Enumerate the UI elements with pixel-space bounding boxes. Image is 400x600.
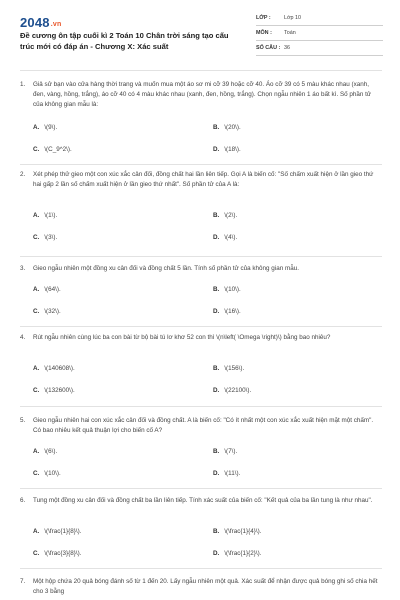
divider bbox=[20, 406, 382, 407]
document-header bbox=[0, 0, 400, 66]
meta-label: MÔN : bbox=[256, 30, 272, 36]
question-number: 6. bbox=[20, 497, 26, 504]
document-title: Đề cương ôn tập cuối kì 2 Toán 10 Chân trời sáng tạo cấu trúc mới có đáp án - Chương X: Xác suất bbox=[20, 31, 229, 51]
meta-label: SỐ CÂU : bbox=[256, 45, 281, 51]
meta-value: Toán bbox=[284, 30, 296, 36]
question-5 bbox=[20, 416, 382, 492]
meta-value: 36 bbox=[284, 45, 290, 51]
question-stem bbox=[20, 333, 382, 361]
question-text: Rút ngẫu nhiên cùng lúc ba con bài từ bộ bài tú lơ khơ 52 con thì \(n\left( \Omega \right)\) bằng bao nhiêu? bbox=[33, 334, 331, 341]
question-number: 5. bbox=[20, 417, 26, 424]
option-b[interactable]: B. \(\frac{1}{4}\). bbox=[213, 528, 262, 535]
option-b[interactable]: B. \(2\). bbox=[213, 212, 238, 219]
option-a[interactable]: A. \(64\). bbox=[33, 286, 61, 293]
question-1 bbox=[20, 80, 382, 168]
option-a[interactable]: A. \(\frac{1}{8}\). bbox=[33, 528, 82, 535]
option-d[interactable]: D. \(18\). bbox=[213, 146, 241, 153]
meta-row-subject bbox=[256, 26, 383, 41]
question-text: Gieo ngẫu nhiên hai con xúc xắc cân đối và đồng chất. A là biến cố: "Có ít nhất một con xúc xắc xuất hiện mặt một chấm". Có bao nhiêu kết quả thuận lợi cho biến cố A? bbox=[33, 417, 374, 434]
option-d[interactable]: D. \(16\). bbox=[213, 308, 241, 315]
question-number: 2. bbox=[20, 171, 26, 178]
answer-options bbox=[20, 361, 382, 409]
option-c[interactable]: C. \(\frac{3}{8}\). bbox=[33, 550, 82, 557]
meta-row-class bbox=[256, 11, 383, 26]
question-number: 1. bbox=[20, 81, 26, 88]
option-c[interactable]: C. \(C_9^2\). bbox=[33, 146, 72, 153]
divider bbox=[20, 488, 382, 489]
site-logo[interactable] bbox=[20, 15, 61, 30]
option-a[interactable]: A. \(9\). bbox=[33, 124, 58, 131]
question-stem bbox=[20, 170, 382, 208]
question-text: Giả sử bạn vào cửa hàng thời trang và muốn mua một áo sơ mi cỡ 39 hoặc cỡ 40. Áo cỡ 39 có 5 màu khác nhau (xanh, đen, vàng, hồng, trắng), áo cỡ 40 có 4 màu khác nhau (xanh, đen, hồng, trắng). Chọn ngẫu nhiên 1 áo bất kì. Số phần tử của không gian mẫu là: bbox=[33, 81, 372, 108]
answer-options bbox=[20, 120, 382, 168]
option-d[interactable]: D. \(\frac{1}{2}\). bbox=[213, 550, 262, 557]
option-c[interactable]: C. \(32\). bbox=[33, 308, 61, 315]
option-b[interactable]: B. \(156\). bbox=[213, 365, 245, 372]
question-6 bbox=[20, 496, 382, 572]
divider bbox=[20, 568, 382, 569]
question-stem bbox=[20, 264, 382, 282]
option-b[interactable]: B. \(7\). bbox=[213, 448, 238, 455]
question-text: Một hộp chứa 20 quả bóng đánh số từ 1 đến 20. Lấy ngẫu nhiên một quả. Xác suất để nhận được quả bóng ghi số chia hết cho 3 bằng bbox=[33, 578, 378, 595]
meta-label: LỚP : bbox=[256, 15, 271, 21]
answer-options bbox=[20, 208, 382, 256]
answer-options bbox=[20, 524, 382, 572]
question-7 bbox=[20, 577, 382, 597]
option-a[interactable]: A. \(1\). bbox=[33, 212, 58, 219]
divider bbox=[20, 70, 382, 71]
option-c[interactable]: C. \(10\). bbox=[33, 470, 61, 477]
question-stem bbox=[20, 577, 382, 597]
question-stem bbox=[20, 496, 382, 524]
question-4 bbox=[20, 333, 382, 409]
divider bbox=[20, 164, 382, 165]
document-meta-box bbox=[256, 11, 383, 56]
option-b[interactable]: B. \(10\). bbox=[213, 286, 241, 293]
option-c[interactable]: C. \(3\). bbox=[33, 234, 58, 241]
question-number: 4. bbox=[20, 334, 26, 341]
question-text: Xét phép thử gieo một con xúc xắc cân đối, đồng chất hai lần liên tiếp. Gọi A là biến cố: "Số chấm xuất hiện ở lần gieo thứ hai gấp 2 lần số chấm xuất hiện ở lần gieo thứ nhất". Số phần tử của A là: bbox=[33, 171, 374, 188]
option-c[interactable]: C. \(132600\). bbox=[33, 387, 75, 394]
option-a[interactable]: A. \(6\). bbox=[33, 448, 58, 455]
option-b[interactable]: B. \(20\). bbox=[213, 124, 241, 131]
divider bbox=[20, 256, 382, 257]
logo-suffix: .vn bbox=[50, 21, 62, 28]
question-number: 3. bbox=[20, 265, 26, 272]
question-number: 7. bbox=[20, 578, 26, 585]
meta-row-question-count bbox=[256, 41, 383, 56]
question-2 bbox=[20, 170, 382, 256]
question-3 bbox=[20, 264, 382, 330]
option-a[interactable]: A. \(140608\). bbox=[33, 365, 75, 372]
question-stem bbox=[20, 80, 382, 120]
question-stem bbox=[20, 416, 382, 444]
option-d[interactable]: D. \(22100\). bbox=[213, 387, 252, 394]
option-d[interactable]: D. \(11\). bbox=[213, 470, 241, 477]
logo-text: 2048 bbox=[20, 15, 50, 30]
meta-value: Lớp 10 bbox=[284, 15, 302, 21]
divider bbox=[20, 326, 382, 327]
answer-options bbox=[20, 444, 382, 492]
option-d[interactable]: D. \(4\). bbox=[213, 234, 238, 241]
question-text: Tung một đồng xu cân đối và đồng chất ba lần liên tiếp. Tính xác suất của biến cố: "Kết quả của ba lần tung là như nhau". bbox=[33, 497, 373, 504]
answer-options bbox=[20, 282, 382, 330]
question-text: Gieo ngẫu nhiên một đồng xu cân đối và đồng chất 5 lần. Tính số phần tử của không gian mẫu. bbox=[33, 265, 299, 272]
